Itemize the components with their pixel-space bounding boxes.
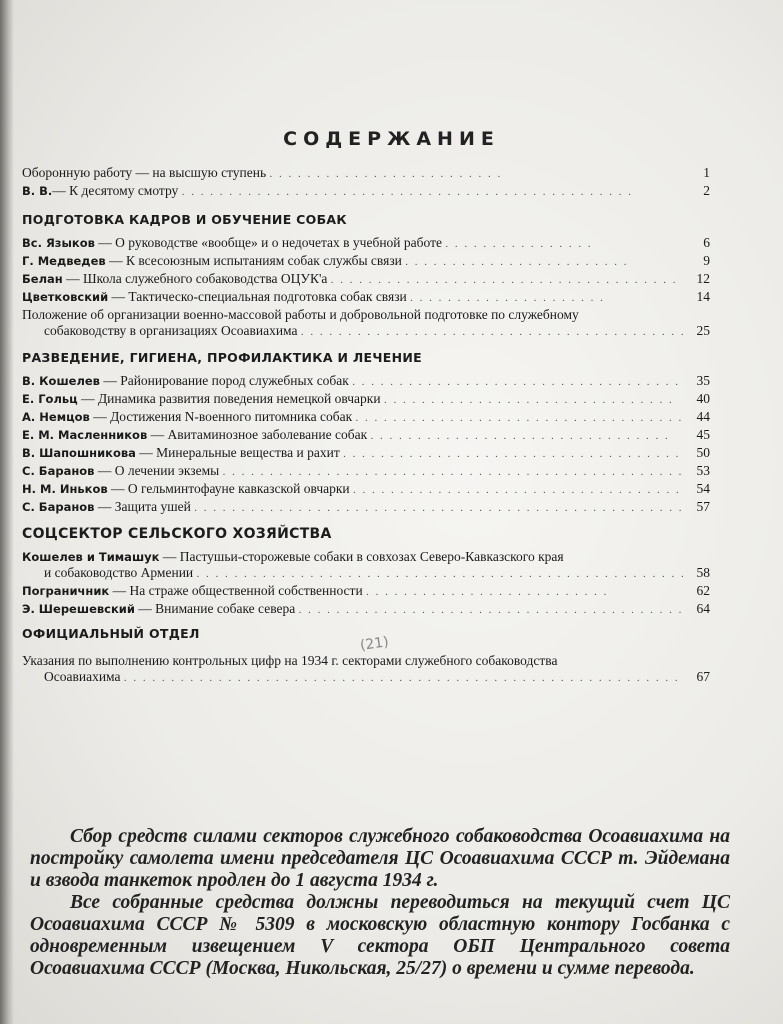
page-title: СОДЕРЖАНИЕ bbox=[283, 128, 500, 150]
toc-entry: Цветковский — Тактическо-специальная подготовка собак связи . . . . . . . . . . . . . . . . . . . . . 14 bbox=[22, 289, 710, 304]
toc-page-number: 58 bbox=[696, 565, 710, 580]
toc-author: В. Кошелев bbox=[22, 374, 100, 388]
toc-entry-title: Оборонную работу — на высшую ступень bbox=[22, 165, 267, 180]
toc-entry-title: — На страже общественной собственности bbox=[112, 583, 363, 598]
notice-paragraph: Сбор средств силами секторов служебного собаководства Осоавиахима на постройку самолета имени председателя ЦС Осоавиахима СССР т. Эйдемана и взвода танкеток продлен до 1 августа 1934 г. bbox=[30, 826, 730, 891]
toc-page-number: 2 bbox=[703, 183, 710, 198]
notice-paragraph: Все собранные средства должны переводиться на текущий счет ЦС Осоавиахима СССР № 5309 в московскую областную контору Госбанка с одновременным извещением V сектора ОБП Центрального совета Осоавиахима СССР (Москва, Никольская, 25/27) о времени и сумме перевода. bbox=[30, 892, 730, 979]
toc-entry-title: — Защита ушей bbox=[97, 499, 191, 514]
toc-entry: В. В.— К десятому смотру . . . . . . . . . . . . . . . . . . . . . . . . . . . . . . . . . . . . . . . . . . . . . . . . 2 bbox=[22, 183, 710, 198]
toc-author: Н. М. Иньков bbox=[22, 482, 108, 496]
toc-entry-continuation: и собаководство Армении . . . . . . . . . . . . . . . . . . . . . . . . . . . . . . . . . . . . . . . . . . . . . . . . . . . . 58 bbox=[44, 565, 710, 580]
toc-entry: С. Баранов — О лечении экземы . . . . . . . . . . . . . . . . . . . . . . . . . . . . . . . . . . . . . . . . . . . . . . . . . 53 bbox=[22, 463, 710, 478]
toc-page-number: 45 bbox=[696, 427, 710, 442]
toc-author: С. Баранов bbox=[22, 464, 95, 478]
toc-author: Е. М. Масленников bbox=[22, 428, 148, 442]
toc-page-number: 50 bbox=[696, 445, 710, 460]
toc-entry-title: Положение об организации военно-массовой работы и добровольной подготовке по служебному bbox=[22, 307, 579, 322]
toc-page-number: 44 bbox=[696, 409, 710, 424]
toc-entry-title: — Районирование пород служебных собак bbox=[103, 373, 349, 388]
toc-author: Е. Гольц bbox=[22, 392, 78, 406]
toc-page-number: 53 bbox=[696, 463, 710, 478]
section-heading: РАЗВЕДЕНИЕ, ГИГИЕНА, ПРОФИЛАКТИКА И ЛЕЧЕНИЕ bbox=[22, 350, 422, 365]
toc-author: Цветковский bbox=[22, 290, 109, 304]
toc-page-number: 57 bbox=[696, 499, 710, 514]
toc-entry-title: — Пастушьи-сторожевые собаки в совхозах Северо-Кавказского края bbox=[162, 549, 564, 564]
toc-entry-continuation: собаководству в организациях Осоавиахима . . . . . . . . . . . . . . . . . . . . . . . . . . . . . . . . . . . . . . . . . 25 bbox=[44, 323, 710, 338]
toc-entry-title: — О гельминтофауне кавказской овчарки bbox=[111, 481, 350, 496]
toc-entry-title: — Школа служебного собаководства ОЦУК'а bbox=[66, 271, 328, 286]
toc-entry: С. Баранов — Защита ушей . . . . . . . . . . . . . . . . . . . . . . . . . . . . . . . . . . . . . . . . . . . . . . . . . . . . 57 bbox=[22, 499, 710, 514]
toc-page-number: 25 bbox=[696, 323, 710, 338]
toc-author: Г. Медведев bbox=[22, 254, 106, 268]
toc-author: Кошелев и Тимашук bbox=[22, 550, 160, 564]
toc-entry: Н. М. Иньков — О гельминтофауне кавказской овчарки . . . . . . . . . . . . . . . . . . . . . . . . . . . . . . . . . . . 54 bbox=[22, 481, 710, 496]
section-heading: ПОДГОТОВКА КАДРОВ И ОБУЧЕНИЕ СОБАК bbox=[22, 212, 347, 227]
toc-page-number: 62 bbox=[696, 583, 710, 598]
toc-author: С. Баранов bbox=[22, 500, 95, 514]
toc-entry: В. Шапошникова — Минеральные вещества и рахит . . . . . . . . . . . . . . . . . . . . . . . . . . . . . . . . . . . . 50 bbox=[22, 445, 710, 460]
toc-entry-title: — К всесоюзным испытаниям собак службы связи bbox=[109, 253, 402, 268]
handwritten-mark: (21) bbox=[359, 634, 390, 654]
toc-author: Вс. Языков bbox=[22, 236, 95, 250]
toc-entry: Г. Медведев — К всесоюзным испытаниям собак службы связи . . . . . . . . . . . . . . . . . . . . . . . . 9 bbox=[22, 253, 710, 268]
toc-entry-title: и собаководство Армении bbox=[44, 565, 194, 580]
toc-entry-title: — О лечении экземы bbox=[97, 463, 220, 478]
toc-entry-title: — Достижения N-военного питомника собак bbox=[93, 409, 353, 424]
toc-entry: Э. Шерешевский — Внимание собаке севера . . . . . . . . . . . . . . . . . . . . . . . . . . . . . . . . . . . . . . . . . 64 bbox=[22, 601, 710, 616]
toc-author: В. Шапошникова bbox=[22, 446, 136, 460]
toc-entry-title: — К десятому смотру bbox=[52, 183, 179, 198]
toc-page-number: 35 bbox=[696, 373, 710, 388]
toc-entry: А. Немцов — Достижения N-военного питомника собак . . . . . . . . . . . . . . . . . . . . . . . . . . . . . . . . . . . 44 bbox=[22, 409, 710, 424]
toc-author: Э. Шерешевский bbox=[22, 602, 135, 616]
toc-entry-title: — Авитаминозное заболевание собак bbox=[150, 427, 368, 442]
toc-page-number: 64 bbox=[696, 601, 710, 616]
toc-page-number: 40 bbox=[696, 391, 710, 406]
toc-page-number: 14 bbox=[696, 289, 710, 304]
toc-page-number: 12 bbox=[696, 271, 710, 286]
toc-entry: Белан — Школа служебного собаководства ОЦУК'а . . . . . . . . . . . . . . . . . . . . . . . . . . . . . . . . . . . . . 12 bbox=[22, 271, 710, 286]
toc-entry-title: Осоавиахима bbox=[44, 669, 121, 684]
toc-entry-title: Указания по выполнению контрольных цифр на 1934 г. секторами служебного собаководства bbox=[22, 653, 558, 668]
section-heading: СОЦСЕКТОР СЕЛЬСКОГО ХОЗЯЙСТВА bbox=[22, 526, 332, 542]
toc-author: Пограничник bbox=[22, 584, 110, 598]
page-binding-shadow bbox=[0, 0, 14, 1024]
toc-entry-title: — Тактическо-специальная подготовка собак связи bbox=[111, 289, 407, 304]
toc-entry-title: — О руководстве «вообще» и о недочетах в учебной работе bbox=[98, 235, 442, 250]
toc-page-number: 9 bbox=[703, 253, 710, 268]
toc-entry-title: — Динамика развития поведения немецкой овчарки bbox=[81, 391, 381, 406]
toc-entry: Вс. Языков — О руководстве «вообще» и о недочетах в учебной работе . . . . . . . . . . . . . . . . 6 bbox=[22, 235, 710, 250]
toc-page-number: 6 bbox=[703, 235, 710, 250]
toc-entry-title: — Минеральные вещества и рахит bbox=[139, 445, 340, 460]
toc-entry: В. Кошелев — Районирование пород служебных собак . . . . . . . . . . . . . . . . . . . . . . . . . . . . . . . . . . . 35 bbox=[22, 373, 710, 388]
section-heading: ОФИЦИАЛЬНЫЙ ОТДЕЛ bbox=[22, 626, 200, 641]
toc-page-number: 54 bbox=[696, 481, 710, 496]
toc-author: Белан bbox=[22, 272, 63, 286]
toc-entry-title: собаководству в организациях Осоавиахима bbox=[44, 323, 298, 338]
toc-page-number: 1 bbox=[703, 165, 710, 180]
toc-entry: Е. Гольц — Динамика развития поведения немецкой овчарки . . . . . . . . . . . . . . . . . . . . . . . . . . . . . . . 40 bbox=[22, 391, 710, 406]
toc-author: В. В. bbox=[22, 184, 53, 198]
toc-entry: Пограничник — На страже общественной собственности . . . . . . . . . . . . . . . . . . . . . . . . . . 62 bbox=[22, 583, 710, 598]
toc-entry-title: — Внимание собаке севера bbox=[138, 601, 296, 616]
toc-author: А. Немцов bbox=[22, 410, 90, 424]
notice-block bbox=[30, 826, 730, 980]
toc-entry: Е. М. Масленников — Авитаминозное заболевание собак . . . . . . . . . . . . . . . . . . . . . . . . . . . . . . . . 45 bbox=[22, 427, 710, 442]
toc-entry-continuation: Осоавиахима . . . . . . . . . . . . . . . . . . . . . . . . . . . . . . . . . . . . . . . . . . . . . . . . . . . . . . . . . . . 67 bbox=[44, 669, 710, 684]
toc-entry: Оборонную работу — на высшую ступень . . . . . . . . . . . . . . . . . . . . . . . . . 1 bbox=[22, 165, 710, 180]
toc-page-number: 67 bbox=[696, 669, 710, 684]
